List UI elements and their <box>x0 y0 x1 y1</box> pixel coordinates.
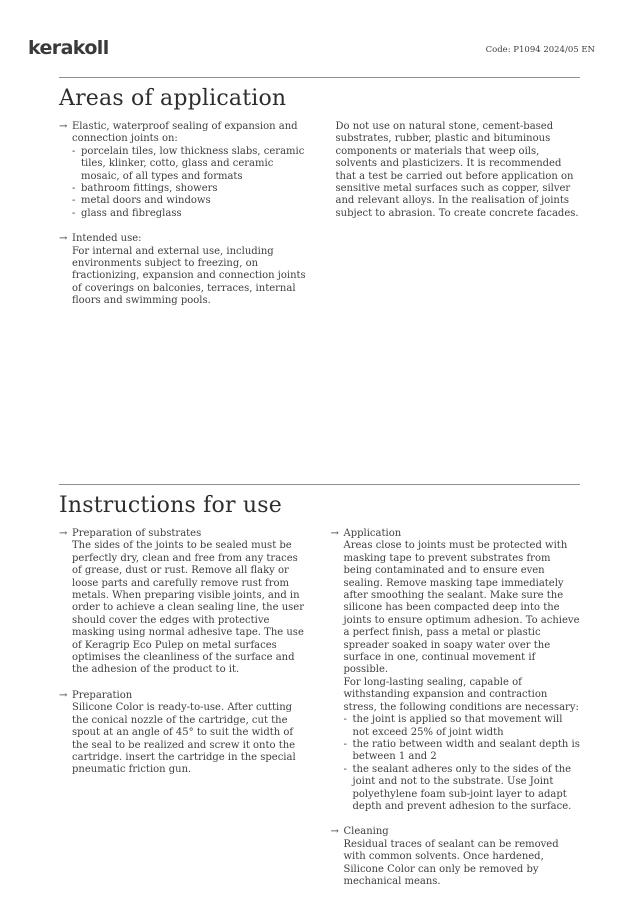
dash-bullet-icon: - <box>72 145 76 157</box>
intended-use-heading: Intended use: <box>72 233 142 245</box>
instructions-right-column <box>331 528 581 900</box>
substrate-list <box>72 146 309 220</box>
dash-bullet-icon: - <box>72 183 76 195</box>
bullet-preparation-of-substrates <box>59 528 309 677</box>
application-text-1: Areas close to joints must be protected with masking tape to prevent substrates from being contaminated and to ensure even sealing. Remove masking tape immediately after smoothing the sealant. Make sure the silicone has been compacted deep into the joints to ensure optimum adhesion. To achieve a perfect finish, pass a metal or plastic spreader soaked in soapy water over the surface in one, continual movement if possible. <box>343 540 580 676</box>
instructions-columns <box>59 528 580 900</box>
list-item <box>72 146 309 183</box>
instructions-left-column <box>59 528 309 900</box>
dash-bullet-icon: - <box>72 207 76 219</box>
list-item-text: the ratio between width and sealant depth is between 1 and 2 <box>352 738 580 763</box>
list-item-text: bathroom fittings, showers <box>81 183 218 195</box>
list-item-text: porcelain tiles, low thickness slabs, ceramic tiles, klinker, cotto, glass and ceramic mosaic, of all types and formats <box>81 145 305 182</box>
preparation-body <box>72 690 309 777</box>
dash-bullet-icon: - <box>343 714 347 726</box>
elastic-sealing-lead: Elastic, waterproof sealing of expansion and connection joints on: <box>72 121 298 145</box>
preparation-of-substrates-body <box>72 528 309 677</box>
page-header <box>0 0 637 77</box>
cleaning-heading: Cleaning <box>343 826 389 838</box>
preparation-of-substrates-heading: Preparation of substrates <box>72 528 202 539</box>
arrow-bullet-icon: → <box>330 826 339 838</box>
dash-bullet-icon: - <box>72 195 76 207</box>
list-item <box>72 183 309 195</box>
list-item-text: glass and fibreglass <box>81 207 182 219</box>
arrow-bullet-icon: → <box>59 689 68 701</box>
list-item-text: the sealant adheres only to the sides of the joint and not to the substrate. Use Joint polyethylene foam sub-joint layer to adapt depth and prevent adhesion to the surface. <box>352 763 572 812</box>
list-item <box>344 764 581 814</box>
section-instructions-for-use <box>59 484 580 900</box>
dash-bullet-icon: - <box>343 738 347 750</box>
preparation-heading: Preparation <box>72 689 133 701</box>
dash-bullet-icon: - <box>343 763 347 775</box>
areas-bullet-elastic-sealing <box>59 121 309 220</box>
areas-bullet-intended-use-body <box>72 233 309 307</box>
application-text-2: For long-lasting sealing, capable of withstanding expansion and contraction stress, the following conditions are necessary: <box>343 676 579 713</box>
bullet-application <box>331 528 581 813</box>
list-item <box>344 739 581 764</box>
areas-section-title: Areas of application <box>59 86 287 111</box>
bullet-preparation <box>59 690 309 777</box>
application-conditions-list <box>344 714 581 813</box>
areas-columns <box>59 121 580 321</box>
areas-bullet-elastic-sealing-body <box>72 121 309 220</box>
preparation-text: Silicone Color is ready-to-use. After cutting the conical nozzle of the cartridge, cut the spout at an angle of 45° to suit the width of the seal to be realized and screw it onto the cartridge. insert the cartridge in the special pneumatic friction gun. <box>72 702 296 776</box>
preparation-of-substrates-text: The sides of the joints to be sealed must be perfectly dry, clean and free from any traces of grease, dust or rust. Remove all flaky or loose parts and carefully remove rust from metals. When preparing visible joints, and in order to achieve a clean sealing line, the user should cover the edges with protective masking using normal adhesive tape. The use of Keragrip Eco Pulep on metal surfaces optimises the cleanliness of the surface and the adhesion of the product to it. <box>72 540 304 676</box>
areas-right-column <box>331 121 581 321</box>
intended-use-text: For internal and external use, including environments subject to freezing, on fractionizing, expansion and connection joints of coverings on balconies, terraces, internal floors and swimming pools. <box>72 245 306 307</box>
list-item <box>72 208 309 220</box>
kerakoll-logo: kerakoll <box>28 37 109 59</box>
cleaning-text: Residual traces of sealant can be removed with common solvents. Once hardened, Silicone Color can only be removed by mechanical means. <box>343 838 559 887</box>
application-heading: Application <box>343 528 402 539</box>
section-areas-of-application <box>59 77 580 484</box>
cleaning-body <box>344 826 581 888</box>
list-item-text: the joint is applied so that movement will not exceed 25% of joint width <box>352 714 563 738</box>
arrow-bullet-icon: → <box>59 233 68 245</box>
arrow-bullet-icon: → <box>59 528 68 539</box>
application-body <box>344 528 581 813</box>
areas-bullet-intended-use <box>59 233 309 307</box>
do-not-use-paragraph: Do not use on natural stone, cement-based substrates, rubber, plastic and bituminous components or materials that weep oils, solvents and plasticizers. It is recommended that a test be carried out before application on sensitive metal surfaces such as copper, silver and relevant alloys. In the realisation of joints subject to abrasion. To create concrete facades. <box>335 121 579 219</box>
instructions-section-title: Instructions for use <box>59 493 282 518</box>
list-item-text: metal doors and windows <box>81 195 211 207</box>
areas-left-column <box>59 121 309 321</box>
bullet-cleaning <box>331 826 581 888</box>
list-item <box>72 195 309 207</box>
arrow-bullet-icon: → <box>59 121 68 132</box>
document-code: Code: P1094 2024/05 EN <box>485 45 595 55</box>
arrow-bullet-icon: → <box>330 528 339 539</box>
list-item <box>344 714 581 739</box>
